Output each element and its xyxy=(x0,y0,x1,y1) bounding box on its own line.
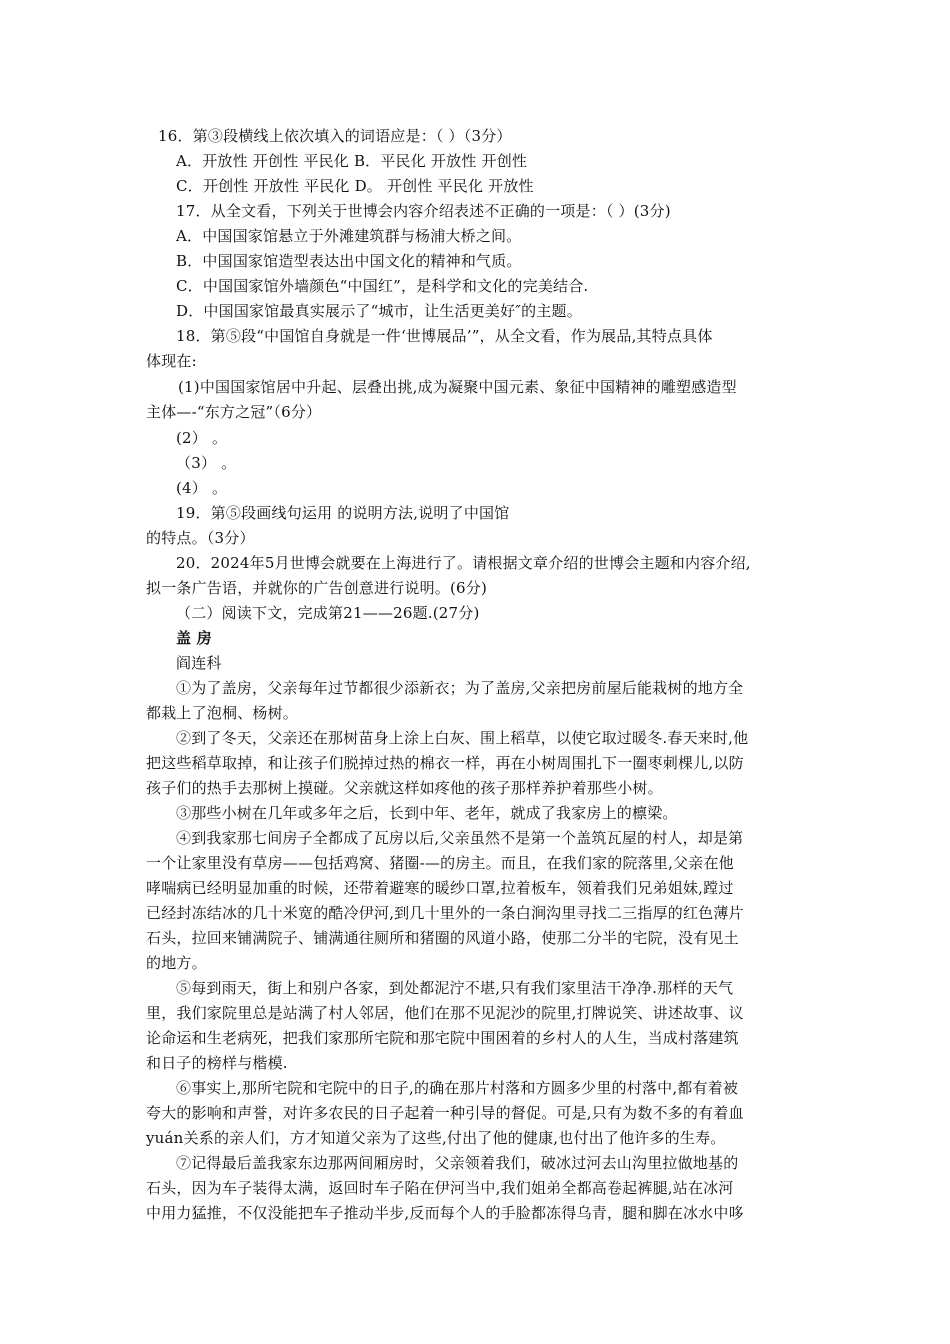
question-20-stem: 20．2024年5月世博会就要在上海进行了。请根据文章介绍的世博会主题和内容介绍, xyxy=(176,554,751,572)
question-16-options-ab: A．开放性 开创性 平民化 B．平民化 开放性 开创性 xyxy=(176,152,528,170)
question-18-item-2: (2） 。 xyxy=(176,429,228,447)
paragraph-5-line: 和日子的榜样与楷模. xyxy=(146,1054,288,1072)
question-17-stem: 17．从全文看，下列关于世博会内容介绍表述不正确的一项是：（ ）(3分) xyxy=(176,202,671,220)
paragraph-6-line: ⑥事实上,那所宅院和宅院中的日子,的确在那片村落和方圆多少里的村落中,都有着被 xyxy=(176,1079,739,1097)
question-19-stem-cont: 的特点。（3分） xyxy=(146,529,255,547)
paragraph-4-line: ④到我家那七间房子全都成了瓦房以后,父亲虽然不是第一个盖筑瓦屋的村人，却是第 xyxy=(176,829,744,847)
question-16-options-cd: C．开创性 开放性 平民化 D。 开创性 平民化 开放性 xyxy=(176,177,534,195)
paragraph-7-line: ⑦记得最后盖我家东边那两间厢房时，父亲领着我们，破冰过河去山沟里拉做地基的 xyxy=(176,1154,739,1172)
question-17-option-b: B．中国国家馆造型表达出中国文化的精神和气质。 xyxy=(176,252,522,270)
question-18-item-4: (4） 。 xyxy=(176,479,228,497)
paragraph-2-line: ②到了冬天，父亲还在那树苗身上涂上白灰、围上稻草，以使它取过暖冬.春天来时,他 xyxy=(176,729,749,747)
question-18-item-1-cont: 主体—-“东方之冠”（6分） xyxy=(146,403,322,421)
paragraph-7-line: 中用力猛推，不仅没能把车子推动半步,反而每个人的手脸都冻得乌青，腿和脚在冰水中哆 xyxy=(146,1204,744,1222)
question-19-stem: 19．第⑤段画线句运用 的说明方法,说明了中国馆 xyxy=(176,504,510,522)
paragraph-1-line: 都栽上了泡桐、杨树。 xyxy=(146,704,299,722)
paragraph-4-line: 已经封冻结冰的几十米宽的酷冷伊河,到几十里外的一条白涧沟里寻找二三指厚的红色薄片 xyxy=(146,904,744,922)
question-16-stem: 16．第③段横线上依次填入的词语应是：（ ）（3分） xyxy=(158,127,512,145)
question-17-option-d: D．中国国家馆最真实展示了“城市，让生活更美好″的主题。 xyxy=(176,302,582,320)
question-17-option-a: A．中国国家馆悬立于外滩建筑群与杨浦大桥之间。 xyxy=(176,227,522,245)
paragraph-4-line: 哮喘病已经明显加重的时候，还带着避寒的暖纱口罩,拉着板车，领着我们兄弟姐妹,蹚过 xyxy=(146,879,734,897)
question-20-stem-cont: 拟一条广告语，并就你的广告创意进行说明。(6分) xyxy=(146,579,488,597)
paragraph-7-line: 石头，因为车子装得太满，返回时车子陷在伊河当中,我们姐弟全都高卷起裤腿,站在冰河 xyxy=(146,1179,734,1197)
paragraph-2-line: 把这些稻草取掉，和让孩子们脱掉过热的棉衣一样，再在小树周围扎下一圈枣刺棵儿,以防 xyxy=(146,754,744,772)
question-18-stem: 18．第⑤段“中国馆自身就是一件‘世博展品’”，从全文看，作为展品,其特点具体 xyxy=(176,327,713,345)
article-title: 盖 房 xyxy=(176,629,212,647)
paragraph-6-line: 夸大的影响和声誉，对许多农民的日子起着一种引导的督促。可是,只有为数不多的有着血 xyxy=(146,1104,744,1122)
paragraph-6-line: yuán关系的亲人们，方才知道父亲为了这些,付出了他的健康,也付出了他许多的生寿。 xyxy=(146,1129,726,1147)
question-18-item-3: （3） 。 xyxy=(176,454,237,472)
paragraph-4-line: 的地方。 xyxy=(146,954,207,972)
paragraph-5-line: 论命运和生老病死，把我们家那所宅院和那宅院中围困着的乡村人的人生，当成村落建筑 xyxy=(146,1029,739,1047)
article-author: 阎连科 xyxy=(176,654,222,672)
paragraph-1-line: ①为了盖房，父亲每年过节都很少添新衣；为了盖房,父亲把房前屋后能栽树的地方全 xyxy=(176,679,744,697)
paragraph-2-line: 孩子们的热手去那树上摸碰。父亲就这样如疼他的孩子那样养护着那些小树。 xyxy=(146,779,663,797)
paragraph-5-line: 里，我们家院里总是站满了村人邻居，他们在那不见泥沙的院里,打牌说笑、讲述故事、议 xyxy=(146,1004,744,1022)
paragraph-3-line: ③那些小树在几年或多年之后，长到中年、老年，就成了我家房上的檩梁。 xyxy=(176,804,678,822)
question-17-option-c: C．中国国家馆外墙颜色“中国红”，是科学和文化的完美结合. xyxy=(176,277,589,295)
question-18-stem-cont: 体现在: xyxy=(146,352,197,370)
paragraph-4-line: 石头，拉回来铺满院子、铺满通往厕所和猪圈的风道小路，使那二分半的宅院，没有见土 xyxy=(146,929,739,947)
question-18-item-1: (1)中国国家馆居中升起、层叠出挑,成为凝聚中国元素、象征中国精神的雕塑感造型 xyxy=(178,378,737,396)
section-two-heading: （二）阅读下文，完成第21——26题.(27分) xyxy=(176,604,480,622)
paragraph-4-line: 一个让家里没有草房——包括鸡窝、猪圈-—的房主。而且，在我们家的院落里,父亲在他 xyxy=(146,854,734,872)
paragraph-5-line: ⑤每到雨天，街上和别户各家，到处都泥泞不堪,只有我们家里洁干净净.那样的天气 xyxy=(176,979,734,997)
